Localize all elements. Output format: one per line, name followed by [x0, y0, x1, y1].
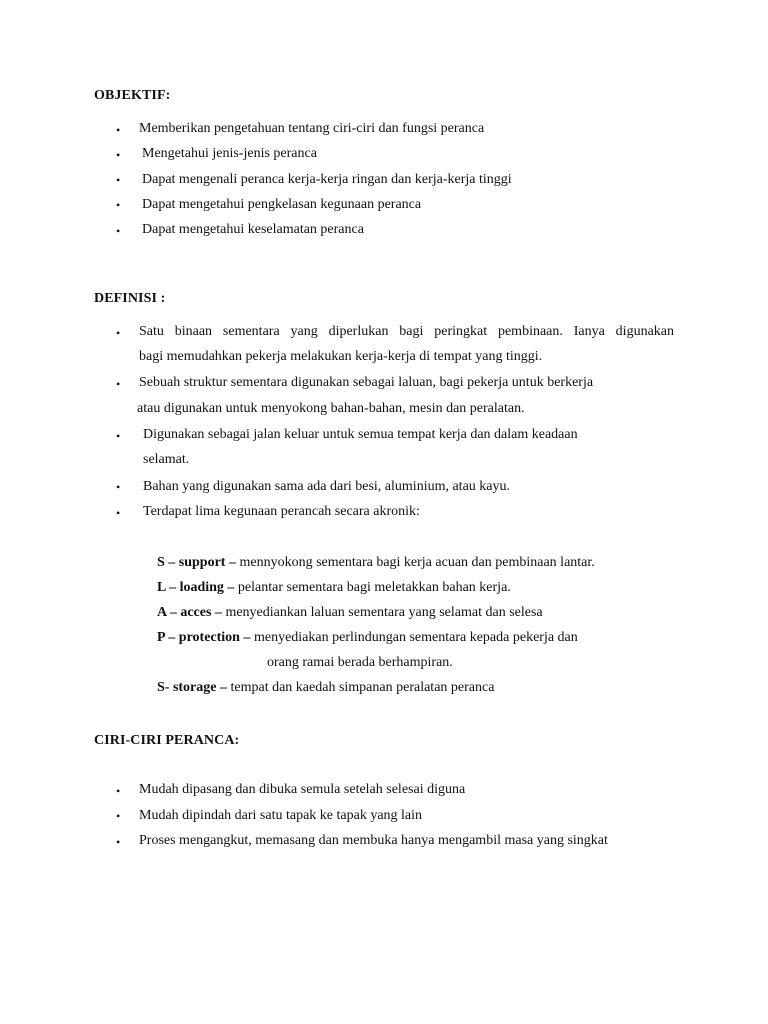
objektif-item-4: Dapat mengetahui pengkelasan kegunaan peranca — [142, 197, 422, 212]
objektif-item-1: Memberikan pengetahuan tentang ciri-ciri dan fungsi peranca — [139, 121, 485, 136]
definisi-item-1-line1: Satu binaan sementara yang diperlukan bagi peringkat pembinaan. Ianya digunakan — [139, 324, 674, 339]
bullet-icon: • — [116, 224, 121, 238]
acronym-protection — [157, 630, 578, 646]
objektif-item-2: Mengetahui jenis-jenis peranca — [142, 146, 317, 161]
definisi-item-3-line1: Digunakan sebagai jalan keluar untuk semua tempat kerja dan dalam keadaan — [143, 427, 578, 442]
definisi-item-5: Terdapat lima kegunaan perancah secara akronik: — [143, 504, 420, 519]
ciri-heading: CIRI-CIRI PERANCA: — [94, 733, 240, 748]
bullet-icon: • — [116, 148, 121, 162]
acronym-desc: menyediankan laluan sementara yang selamat dan selesa — [221, 605, 543, 620]
acronym-term: A – acces – — [157, 605, 222, 620]
acronym-storage — [157, 680, 494, 696]
acronym-acces — [157, 605, 543, 621]
acronym-desc: pelantar sementara bagi meletakkan bahan kerja. — [234, 580, 511, 595]
ciri-item-1: Mudah dipasang dan dibuka semula setelah selesai diguna — [139, 782, 466, 797]
acronym-protection-cont: orang ramai berada berhampiran. — [267, 655, 453, 670]
acronym-term: P – protection – — [157, 630, 251, 645]
bullet-icon: • — [116, 835, 121, 849]
bullet-icon: • — [116, 173, 121, 187]
bullet-icon: • — [116, 326, 121, 340]
ciri-item-3: Proses mengangkut, memasang dan membuka hanya mengambil masa yang singkat — [139, 833, 608, 848]
acronym-support — [157, 555, 595, 571]
acronym-desc: tempat dan kaedah simpanan peralatan peranca — [227, 680, 495, 695]
bullet-icon: • — [116, 784, 121, 798]
objektif-item-3: Dapat mengenali peranca kerja-kerja ringan dan kerja-kerja tinggi — [142, 172, 512, 187]
ciri-item-2: Mudah dipindah dari satu tapak ke tapak yang lain — [139, 808, 423, 823]
bullet-icon: • — [116, 123, 121, 137]
bullet-icon: • — [116, 198, 121, 212]
definisi-item-4: Bahan yang digunakan sama ada dari besi, aluminium, atau kayu. — [143, 479, 511, 494]
acronym-desc: menyediakan perlindungan sementara kepada pekerja dan — [250, 630, 578, 645]
definisi-heading: DEFINISI : — [94, 291, 166, 306]
bullet-icon: • — [116, 809, 121, 823]
bullet-icon: • — [116, 377, 121, 391]
acronym-desc: mennyokong sementara bagi kerja acuan dan pembinaan lantar. — [235, 555, 595, 570]
bullet-icon: • — [116, 429, 121, 443]
bullet-icon: • — [116, 506, 121, 520]
bullet-icon: • — [116, 480, 121, 494]
acronym-term: S- storage – — [157, 680, 227, 695]
acronym-term: L – loading – — [157, 580, 235, 595]
acronym-term: S – support – — [157, 555, 236, 570]
definisi-item-2-line1: Sebuah struktur sementara digunakan sebagai laluan, bagi pekerja untuk berkerja — [139, 375, 594, 390]
objektif-heading: OBJEKTIF: — [94, 88, 171, 103]
acronym-loading — [157, 580, 511, 596]
definisi-item-2-line2: atau digunakan untuk menyokong bahan-bahan, mesin dan peralatan. — [137, 401, 525, 416]
objektif-item-5: Dapat mengetahui keselamatan peranca — [142, 222, 364, 237]
definisi-item-1-line2: bagi memudahkan pekerja melakukan kerja-kerja di tempat yang tinggi. — [139, 349, 543, 364]
definisi-item-3-line2: selamat. — [143, 452, 190, 467]
